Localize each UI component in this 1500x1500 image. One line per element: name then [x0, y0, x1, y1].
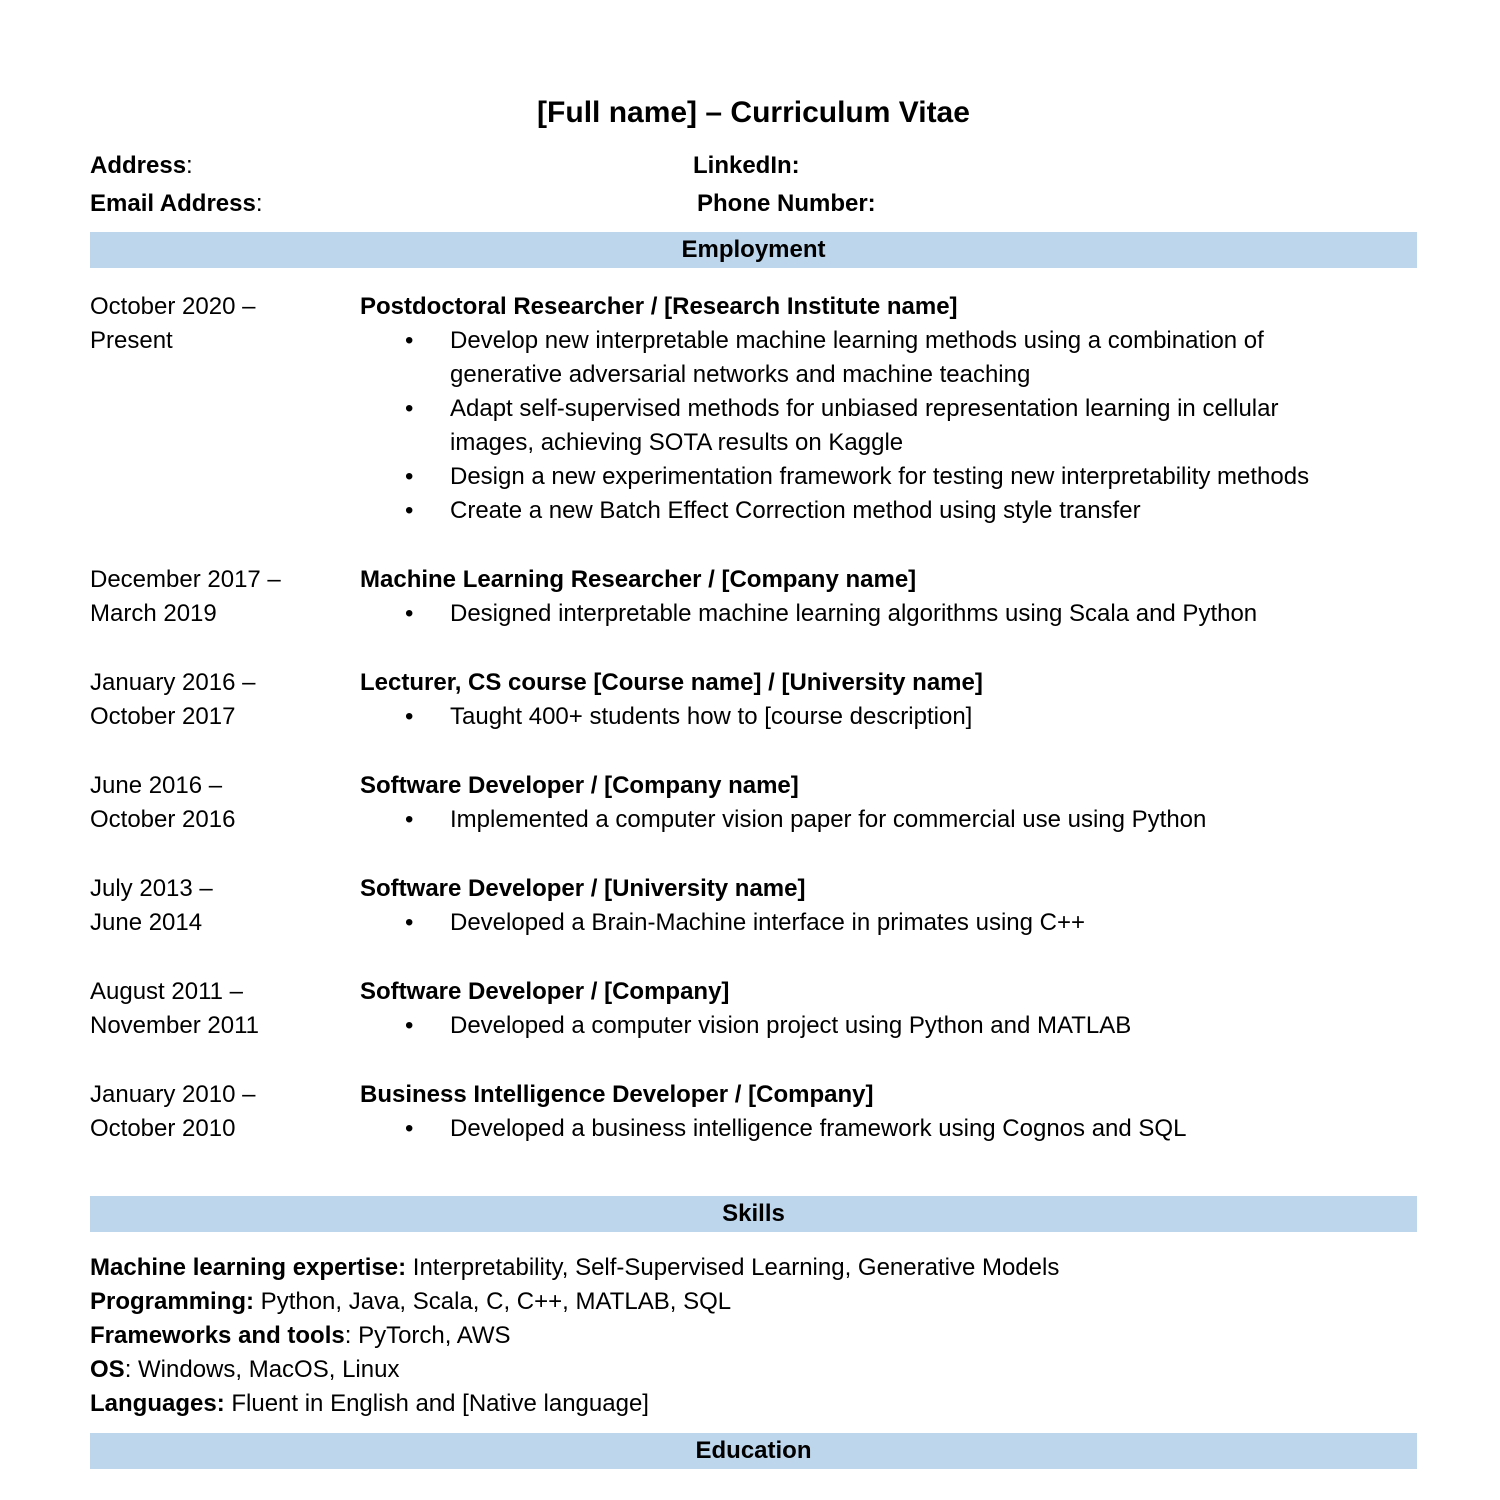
- entry-title: Software Developer / [Company]: [360, 978, 730, 1005]
- list-item: [360, 803, 1417, 837]
- bullet-icon: •: [405, 327, 414, 354]
- entry-body: [360, 563, 1417, 631]
- entry-body: [360, 769, 1417, 837]
- entry-body: [360, 975, 1417, 1043]
- bullet-icon: •: [405, 600, 414, 627]
- bullet-list: [360, 324, 1417, 528]
- employment-entry: [90, 1078, 1417, 1146]
- bullet-text: Designed interpretable machine learning algorithms using Scala and Python: [450, 600, 1258, 627]
- bullet-text: Create a new Batch Effect Correction method using style transfer: [450, 497, 1141, 524]
- employment-section: [90, 290, 1417, 1146]
- skill-value: Fluent in English and [Native language]: [224, 1390, 649, 1417]
- date-line: October 2020 –: [90, 293, 256, 320]
- entry-dates: [90, 666, 360, 734]
- skill-label: Programming:: [90, 1288, 255, 1315]
- employment-entry: [90, 975, 1417, 1043]
- date-line: October 2017: [90, 703, 236, 730]
- entry-dates: [90, 563, 360, 631]
- bullet-list: [360, 597, 1417, 631]
- skill-line-frameworks: [90, 1319, 1417, 1353]
- list-item: [360, 597, 1417, 631]
- bullet-icon: •: [405, 497, 414, 524]
- bullet-text: Developed a computer vision project using Python and MATLAB: [450, 1012, 1132, 1039]
- bullet-text: Developed a business intelligence framework using Cognos and SQL: [450, 1115, 1187, 1142]
- entry-dates: [90, 872, 360, 940]
- skill-value: : PyTorch, AWS: [344, 1322, 511, 1349]
- skill-line-ml-expertise: [90, 1251, 1417, 1285]
- bullet-text: Adapt self-supervised methods for unbiased representation learning in cellular images, achieving SOTA results on Kaggle: [450, 395, 1279, 456]
- bullet-list: [360, 700, 1417, 734]
- bullet-text: Taught 400+ students how to [course description]: [450, 703, 973, 730]
- email-label: Email Address: [90, 190, 256, 217]
- skill-value: Interpretability, Self-Supervised Learning, Generative Models: [406, 1254, 1060, 1281]
- bullet-icon: •: [405, 1012, 414, 1039]
- address-colon: :: [186, 152, 193, 179]
- employment-entry: [90, 563, 1417, 631]
- bullet-text: Implemented a computer vision paper for commercial use using Python: [450, 806, 1207, 833]
- employment-entry: [90, 769, 1417, 837]
- email-colon: :: [255, 190, 263, 217]
- list-item: [360, 460, 1417, 494]
- list-item: [360, 392, 1417, 460]
- skill-line-languages: [90, 1387, 1417, 1421]
- contact-field-phone: [693, 185, 1417, 223]
- date-line: Present: [90, 327, 173, 354]
- linkedin-label: LinkedIn:: [693, 152, 800, 179]
- skills-section: [90, 1251, 1417, 1421]
- section-header-skills: Skills: [90, 1196, 1417, 1232]
- bullet-icon: •: [405, 463, 414, 490]
- contact-block: [90, 147, 1417, 223]
- entry-body: [360, 1078, 1417, 1146]
- skill-value: : Windows, MacOS, Linux: [124, 1356, 400, 1383]
- entry-body: [360, 872, 1417, 940]
- entry-dates: [90, 1078, 360, 1146]
- skill-label: Frameworks and tools: [90, 1322, 345, 1349]
- bullet-list: [360, 1009, 1417, 1043]
- bullet-icon: •: [405, 806, 414, 833]
- list-item: [360, 494, 1417, 528]
- skill-value: Python, Java, Scala, C, C++, MATLAB, SQL: [254, 1288, 732, 1315]
- date-line: June 2014: [90, 909, 203, 936]
- employment-entry: [90, 666, 1417, 734]
- section-header-employment: Employment: [90, 232, 1417, 268]
- bullet-text: Design a new experimentation framework for testing new interpretability methods: [450, 463, 1310, 490]
- entry-title: Machine Learning Researcher / [Company name]: [360, 566, 917, 593]
- bullet-list: [360, 803, 1417, 837]
- date-line: January 2010 –: [90, 1081, 256, 1108]
- bullet-text: Develop new interpretable machine learning methods using a combination of generative adversarial networks and machine teaching: [450, 327, 1264, 388]
- entry-body: [360, 666, 1417, 734]
- date-line: June 2016 –: [90, 772, 223, 799]
- entry-title: Software Developer / [University name]: [360, 875, 806, 902]
- date-line: March 2019: [90, 600, 217, 627]
- date-line: October 2010: [90, 1115, 236, 1142]
- date-line: October 2016: [90, 806, 236, 833]
- entry-dates: [90, 769, 360, 837]
- entry-title: Postdoctoral Researcher / [Research Institute name]: [360, 293, 958, 320]
- entry-dates: [90, 290, 360, 528]
- list-item: [360, 906, 1417, 940]
- bullet-icon: •: [405, 909, 414, 936]
- skill-line-programming: [90, 1285, 1417, 1319]
- employment-entry: [90, 872, 1417, 940]
- entry-body: [360, 290, 1417, 528]
- date-line: January 2016 –: [90, 669, 256, 696]
- skill-line-os: [90, 1353, 1417, 1387]
- entry-title: Lecturer, CS course [Course name] / [University name]: [360, 669, 983, 696]
- list-item: [360, 700, 1417, 734]
- bullet-icon: •: [405, 703, 414, 730]
- contact-field-address: [90, 147, 693, 185]
- section-header-education: Education: [90, 1433, 1417, 1469]
- contact-field-email: [90, 185, 693, 223]
- date-line: November 2011: [90, 1012, 259, 1039]
- bullet-text: Developed a Brain-Machine interface in primates using C++: [450, 909, 1086, 936]
- bullet-list: [360, 906, 1417, 940]
- entry-title: Software Developer / [Company name]: [360, 772, 799, 799]
- list-item: [360, 1112, 1417, 1146]
- bullet-icon: •: [405, 395, 414, 422]
- contact-field-linkedin: [693, 147, 1417, 185]
- date-line: August 2011 –: [90, 978, 244, 1005]
- date-line: July 2013 –: [90, 875, 213, 902]
- list-item: [360, 1009, 1417, 1043]
- skill-label: Languages:: [90, 1390, 225, 1417]
- employment-entry: [90, 290, 1417, 528]
- entry-title: Business Intelligence Developer / [Company]: [360, 1081, 874, 1108]
- list-item: [360, 324, 1417, 392]
- entry-dates: [90, 975, 360, 1043]
- date-line: December 2017 –: [90, 566, 281, 593]
- skill-label: OS: [90, 1356, 125, 1383]
- address-label: Address: [90, 152, 187, 179]
- skill-label: Machine learning expertise:: [90, 1254, 407, 1281]
- bullet-list: [360, 1112, 1417, 1146]
- bullet-icon: •: [405, 1115, 414, 1142]
- phone-label: Phone Number:: [697, 190, 876, 217]
- page-title: [Full name] – Curriculum Vitae: [537, 96, 970, 129]
